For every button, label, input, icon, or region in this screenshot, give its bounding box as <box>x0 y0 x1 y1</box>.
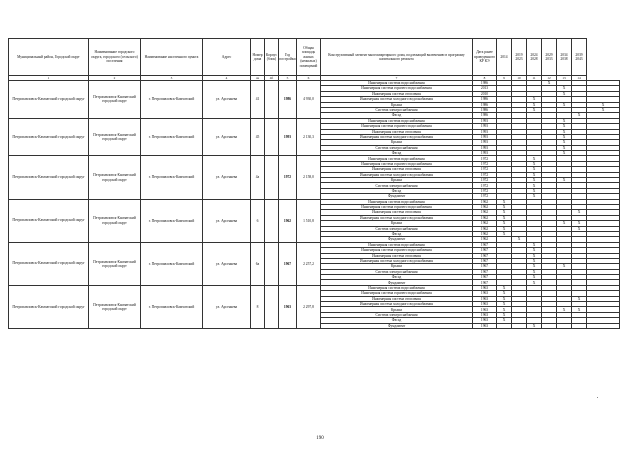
district-cell: Петропавловск-Камчатский городской округ <box>9 285 89 328</box>
header-cell: Наименование населенного пункта <box>141 39 203 76</box>
prior-repair-date-cell: 1962 <box>473 231 497 236</box>
period-mark-cell: X <box>557 151 572 156</box>
korpus-cell <box>265 199 279 242</box>
scan-speck <box>597 397 598 398</box>
column-number-cell: 13 <box>557 76 572 81</box>
period-mark-cell: X <box>572 296 587 301</box>
period-mark-cell: X <box>557 178 572 183</box>
period-mark-cell: X <box>512 237 527 242</box>
period-mark-cell: X <box>527 258 542 263</box>
period-mark-cell: X <box>587 107 620 112</box>
element-name-cell: Фасад <box>321 113 473 118</box>
house-number-cell: 4а <box>251 156 265 199</box>
element-name-cell: Инженерная система горячего водоснабжения <box>321 248 473 253</box>
element-name-cell: Инженерная система горячего водоснабжения <box>321 161 473 166</box>
column-number-cell: 12 <box>542 76 557 81</box>
period-mark-cell: X <box>527 269 542 274</box>
header-cell: Адрес <box>203 39 251 76</box>
period-mark-cell: X <box>527 188 542 193</box>
address-cell: ул. Арсеньева <box>203 199 251 242</box>
address-cell: ул. Арсеньева <box>203 285 251 328</box>
prior-repair-date-cell: 1963 <box>473 285 497 290</box>
period-mark-cell: X <box>497 231 512 236</box>
element-name-cell: Инженерная система водоснабжения <box>321 285 473 290</box>
locality-cell: г. Петропавловск-Камчатский <box>141 156 203 199</box>
area-cell: 1 510,8 <box>297 199 321 242</box>
period-mark-cell: X <box>497 302 512 307</box>
prior-repair-date-cell: 1972 <box>473 172 497 177</box>
address-cell: ул. Арсеньева <box>203 118 251 156</box>
period-mark-cell: X <box>497 215 512 220</box>
okrug-cell: Петропавловск-Камчатский городской округ <box>89 81 141 119</box>
period-mark-cell: X <box>557 118 572 123</box>
district-cell: Петропавловск-Камчатский городской округ <box>9 118 89 156</box>
period-mark-cell: X <box>572 307 587 312</box>
period-mark-cell: X <box>557 307 572 312</box>
column-number-cell: 4а <box>251 76 265 81</box>
prior-repair-date-cell: 1972 <box>473 194 497 199</box>
area-cell: 2 257,2 <box>297 242 321 285</box>
prior-repair-date-cell: 1972 <box>473 167 497 172</box>
period-mark-cell: X <box>497 307 512 312</box>
element-name-cell: Крыша <box>321 102 473 107</box>
period-mark-cell: X <box>557 134 572 139</box>
period-mark-cell: X <box>527 161 542 166</box>
prior-repair-date-cell: 1962 <box>473 199 497 204</box>
element-name-cell: Инженерная система холодного водоснабжения <box>321 215 473 220</box>
period-mark-cell: X <box>527 242 542 247</box>
period-mark-cell: X <box>527 194 542 199</box>
prior-repair-date-cell: 1986 <box>473 81 497 86</box>
element-name-cell: Фундамент <box>321 237 473 242</box>
element-name-cell: Инженерная система холодного водоснабжения <box>321 97 473 102</box>
column-number-cell: 7 <box>321 76 473 81</box>
build-year-cell: 1993 <box>279 118 297 156</box>
period-mark-cell: X <box>557 145 572 150</box>
prior-repair-date-cell: 1972 <box>473 156 497 161</box>
prior-repair-date-cell: 1967 <box>473 248 497 253</box>
period-mark-cell: X <box>497 210 512 215</box>
period-mark-cell: X <box>542 81 557 86</box>
period-mark-cell: X <box>527 275 542 280</box>
period-mark-cell: X <box>527 264 542 269</box>
locality-cell: г. Петропавловск-Камчатский <box>141 81 203 119</box>
element-name-cell: Инженерная система отопления <box>321 91 473 96</box>
build-year-cell: 1967 <box>279 242 297 285</box>
element-name-cell: Система электроснабжения <box>321 183 473 188</box>
house-number-cell: 6 <box>251 199 265 242</box>
element-name-cell: Крыша <box>321 221 473 226</box>
column-number-cell: 10 <box>512 76 527 81</box>
address-cell: ул. Арсеньева <box>203 156 251 199</box>
period-mark-cell: X <box>587 102 620 107</box>
build-year-cell: 1972 <box>279 156 297 199</box>
period-mark-cell: X <box>527 172 542 177</box>
prior-repair-date-cell: 1962 <box>473 226 497 231</box>
element-name-cell: Инженерная система отопления <box>321 129 473 134</box>
prior-repair-date-cell: 1993 <box>473 151 497 156</box>
element-name-cell: Инженерная система отопления <box>321 296 473 301</box>
period-mark-cell: X <box>557 86 572 91</box>
element-name-cell: Крыша <box>321 140 473 145</box>
period-mark-cell: X <box>497 318 512 323</box>
period-mark-cell: X <box>572 226 587 231</box>
district-cell: Петропавловск-Камчатский городской округ <box>9 199 89 242</box>
column-number-cell: 4б <box>265 76 279 81</box>
element-name-cell: Крыша <box>321 178 473 183</box>
element-name-cell: Крыша <box>321 264 473 269</box>
prior-repair-date-cell: 1972 <box>473 178 497 183</box>
period-mark-cell: X <box>572 210 587 215</box>
okrug-cell: Петропавловск-Камчатский городской округ <box>89 285 141 328</box>
element-name-cell: Инженерная система отопления <box>321 210 473 215</box>
header-cell: 2034 2038 <box>557 39 572 76</box>
period-mark-cell <box>587 323 620 328</box>
element-name-cell: Инженерная система отопления <box>321 253 473 258</box>
okrug-cell: Петропавловск-Камчатский городской округ <box>89 118 141 156</box>
period-mark-cell: X <box>497 199 512 204</box>
column-number-cell: 14 <box>572 76 587 81</box>
page-number: 190 <box>316 436 324 441</box>
prior-repair-date-cell: 1986 <box>473 113 497 118</box>
element-name-cell: Инженерная система горячего водоснабжения <box>321 86 473 91</box>
period-mark-cell <box>542 323 557 328</box>
period-mark-cell: X <box>497 312 512 317</box>
prior-repair-date-cell: 1972 <box>473 183 497 188</box>
period-mark-cell <box>497 323 512 328</box>
okrug-cell: Петропавловск-Камчатский городской округ <box>89 156 141 199</box>
header-cell: Конструктивный элемент многоквартирного дома, подлежащий включению в программу капитального ремонта <box>321 39 473 76</box>
locality-cell: г. Петропавловск-Камчатский <box>141 242 203 285</box>
element-name-cell: Крыша <box>321 307 473 312</box>
district-cell: Петропавловск-Камчатский городской округ <box>9 242 89 285</box>
period-mark-cell: X <box>527 253 542 258</box>
column-number-cell: 5 <box>279 76 297 81</box>
column-number-cell: 4 <box>203 76 251 81</box>
prior-repair-date-cell: 2010 <box>473 91 497 96</box>
prior-repair-date-cell: 1967 <box>473 253 497 258</box>
prior-repair-date-cell: 1962 <box>473 237 497 242</box>
period-mark-cell <box>557 323 572 328</box>
header-cell: 2024 2028 <box>527 39 542 76</box>
prior-repair-date-cell: 1993 <box>473 145 497 150</box>
prior-repair-date-cell: 1963 <box>473 323 497 328</box>
element-name-cell: Инженерная система водоснабжения <box>321 118 473 123</box>
header-cell: 2014 <box>497 39 512 76</box>
element-name-cell: Система электроснабжения <box>321 145 473 150</box>
prior-repair-date-cell: 1986 <box>473 102 497 107</box>
element-name-cell: Система электроснабжения <box>321 107 473 112</box>
period-mark-cell: X <box>527 156 542 161</box>
prior-repair-date-cell: 1972 <box>473 188 497 193</box>
element-name-cell: Инженерная система отопления <box>321 167 473 172</box>
element-name-cell: Инженерная система холодного водоснабжения <box>321 302 473 307</box>
element-name-cell: Фасад <box>321 275 473 280</box>
period-mark-cell <box>572 323 587 328</box>
element-name-cell: Фасад <box>321 318 473 323</box>
prior-repair-date-cell: 1993 <box>473 124 497 129</box>
period-mark-cell: X <box>527 167 542 172</box>
element-name-cell: Инженерная система водоснабжения <box>321 156 473 161</box>
korpus-cell <box>265 285 279 328</box>
okrug-cell: Петропавловск-Камчатский городской округ <box>89 242 141 285</box>
period-mark-cell: X <box>527 280 542 285</box>
column-number-cell: 8 <box>473 76 497 81</box>
header-cell: Муниципальный район, Городской округ <box>9 39 89 76</box>
prior-repair-date-cell: 1963 <box>473 318 497 323</box>
prior-repair-date-cell: 1967 <box>473 264 497 269</box>
period-mark-cell <box>512 323 527 328</box>
period-mark-cell: X <box>557 129 572 134</box>
column-number-cell: 2 <box>89 76 141 81</box>
capital-repair-table-sheet <box>8 38 620 329</box>
prior-repair-date-cell: 1986 <box>473 107 497 112</box>
header-cell: Год постройки <box>279 39 297 76</box>
header-cell: 2029 2033 <box>542 39 557 76</box>
build-year-cell: 1963 <box>279 285 297 328</box>
prior-repair-date-cell: 1986 <box>473 97 497 102</box>
column-number-cell: 9 <box>497 76 512 81</box>
korpus-cell <box>265 118 279 156</box>
period-mark-cell: X <box>557 102 572 107</box>
element-name-cell: Система электроснабжения <box>321 312 473 317</box>
prior-repair-date-cell: 1993 <box>473 134 497 139</box>
okrug-cell: Петропавловск-Камчатский городской округ <box>89 199 141 242</box>
period-mark-cell: X <box>497 291 512 296</box>
prior-repair-date-cell: 1962 <box>473 204 497 209</box>
house-number-cell: 45 <box>251 118 265 156</box>
element-name-cell: Фасад <box>321 231 473 236</box>
area-cell: 2 297,8 <box>297 285 321 328</box>
period-mark-cell: X <box>527 107 542 112</box>
house-number-cell: 8 <box>251 285 265 328</box>
period-mark-cell: X <box>557 221 572 226</box>
house-number-cell: 41 <box>251 81 265 119</box>
period-mark-cell: X <box>497 285 512 290</box>
prior-repair-date-cell: 1967 <box>473 269 497 274</box>
element-name-cell: Инженерная система холодного водоснабжения <box>321 172 473 177</box>
prior-repair-date-cell: 1963 <box>473 291 497 296</box>
header-cell: Наименование городского округа, городского (сельского) поселения <box>89 39 141 76</box>
period-mark-cell: X <box>557 264 572 269</box>
element-name-cell: Инженерная система водоснабжения <box>321 199 473 204</box>
period-mark-cell: X <box>497 296 512 301</box>
element-name-cell: Инженерная система горячего водоснабжения <box>321 204 473 209</box>
korpus-cell <box>265 156 279 199</box>
period-mark-cell: X <box>527 178 542 183</box>
element-name-cell: Фасад <box>321 188 473 193</box>
period-mark-cell: X <box>557 124 572 129</box>
area-cell: 4 930,0 <box>297 81 321 119</box>
korpus-cell <box>265 81 279 119</box>
column-number-cell: 1 <box>9 76 89 81</box>
prior-repair-date-cell: 1963 <box>473 302 497 307</box>
element-name-cell: Инженерная система водоснабжения <box>321 81 473 86</box>
prior-repair-date-cell: 1967 <box>473 280 497 285</box>
period-mark-cell: X <box>527 102 542 107</box>
area-cell: 2 158,0 <box>297 156 321 199</box>
column-number-cell: 3 <box>141 76 203 81</box>
prior-repair-date-cell: 1993 <box>473 129 497 134</box>
prior-repair-date-cell: 1962 <box>473 210 497 215</box>
prior-repair-date-cell: 1962 <box>473 221 497 226</box>
table-body <box>9 81 620 329</box>
element-name-cell: Фундамент <box>321 280 473 285</box>
header-cell: Общая площадь жилых (нежилых) помещений <box>297 39 321 76</box>
capital-repair-table <box>8 38 620 329</box>
period-mark-cell: X <box>497 221 512 226</box>
element-name-cell: Фундамент <box>321 194 473 199</box>
header-cell: Дата ранее проведенного КР КЭ <box>473 39 497 76</box>
element-name-cell: Инженерная система горячего водоснабжения <box>321 291 473 296</box>
district-cell: Петропавловск-Камчатский городской округ <box>9 156 89 199</box>
area-cell: 2 130,3 <box>297 118 321 156</box>
build-year-cell: 1962 <box>279 199 297 242</box>
header-row <box>9 39 620 76</box>
korpus-cell <box>265 242 279 285</box>
element-name-cell: Фасад <box>321 151 473 156</box>
locality-cell: г. Петропавловск-Камчатский <box>141 285 203 328</box>
build-year-cell: 1986 <box>279 81 297 119</box>
prior-repair-date-cell: 1963 <box>473 296 497 301</box>
header-cell: Корпус (блок) <box>265 39 279 76</box>
column-number-cell: 6 <box>297 76 321 81</box>
element-name-cell: Инженерная система водоснабжения <box>321 242 473 247</box>
element-name-cell: Система электроснабжения <box>321 226 473 231</box>
prior-repair-date-cell: 2013 <box>473 86 497 91</box>
prior-repair-date-cell: 1993 <box>473 140 497 145</box>
header-cell: 2039 2043 <box>572 39 587 76</box>
period-mark-cell: X <box>497 204 512 209</box>
period-mark-cell: X <box>527 248 542 253</box>
period-mark-cell: X <box>527 97 542 102</box>
element-name-cell: Инженерная система горячего водоснабжения <box>321 124 473 129</box>
element-name-cell: Инженерная система холодного водоснабжения <box>321 258 473 263</box>
header-cell: 2019 2023 <box>512 39 527 76</box>
house-number-cell: 6а <box>251 242 265 285</box>
period-mark-cell: X <box>572 221 587 226</box>
period-mark-cell: X <box>497 226 512 231</box>
element-name-cell: Инженерная система холодного водоснабжения <box>321 134 473 139</box>
prior-repair-date-cell: 1963 <box>473 312 497 317</box>
locality-cell: г. Петропавловск-Камчатский <box>141 118 203 156</box>
period-mark-cell: X <box>572 113 587 118</box>
column-number-cell: 11 <box>527 76 542 81</box>
header-cell: Номер дома <box>251 39 265 76</box>
prior-repair-date-cell: 1967 <box>473 258 497 263</box>
prior-repair-date-cell: 1972 <box>473 161 497 166</box>
period-mark-cell: X <box>557 91 572 96</box>
element-name-cell: Фундамент <box>321 323 473 328</box>
prior-repair-date-cell: 1963 <box>473 307 497 312</box>
period-mark-cell: X <box>527 323 542 328</box>
prior-repair-date-cell: 1967 <box>473 242 497 247</box>
locality-cell: г. Петропавловск-Камчатский <box>141 199 203 242</box>
prior-repair-date-cell: 1967 <box>473 275 497 280</box>
address-cell: ул. Арсеньева <box>203 81 251 119</box>
prior-repair-date-cell: 1962 <box>473 215 497 220</box>
period-mark-cell: X <box>557 140 572 145</box>
address-cell: ул. Арсеньева <box>203 242 251 285</box>
period-mark-cell: X <box>527 183 542 188</box>
district-cell: Петропавловск-Камчатский городской округ <box>9 81 89 119</box>
prior-repair-date-cell: 1993 <box>473 118 497 123</box>
element-name-cell: Система электроснабжения <box>321 269 473 274</box>
